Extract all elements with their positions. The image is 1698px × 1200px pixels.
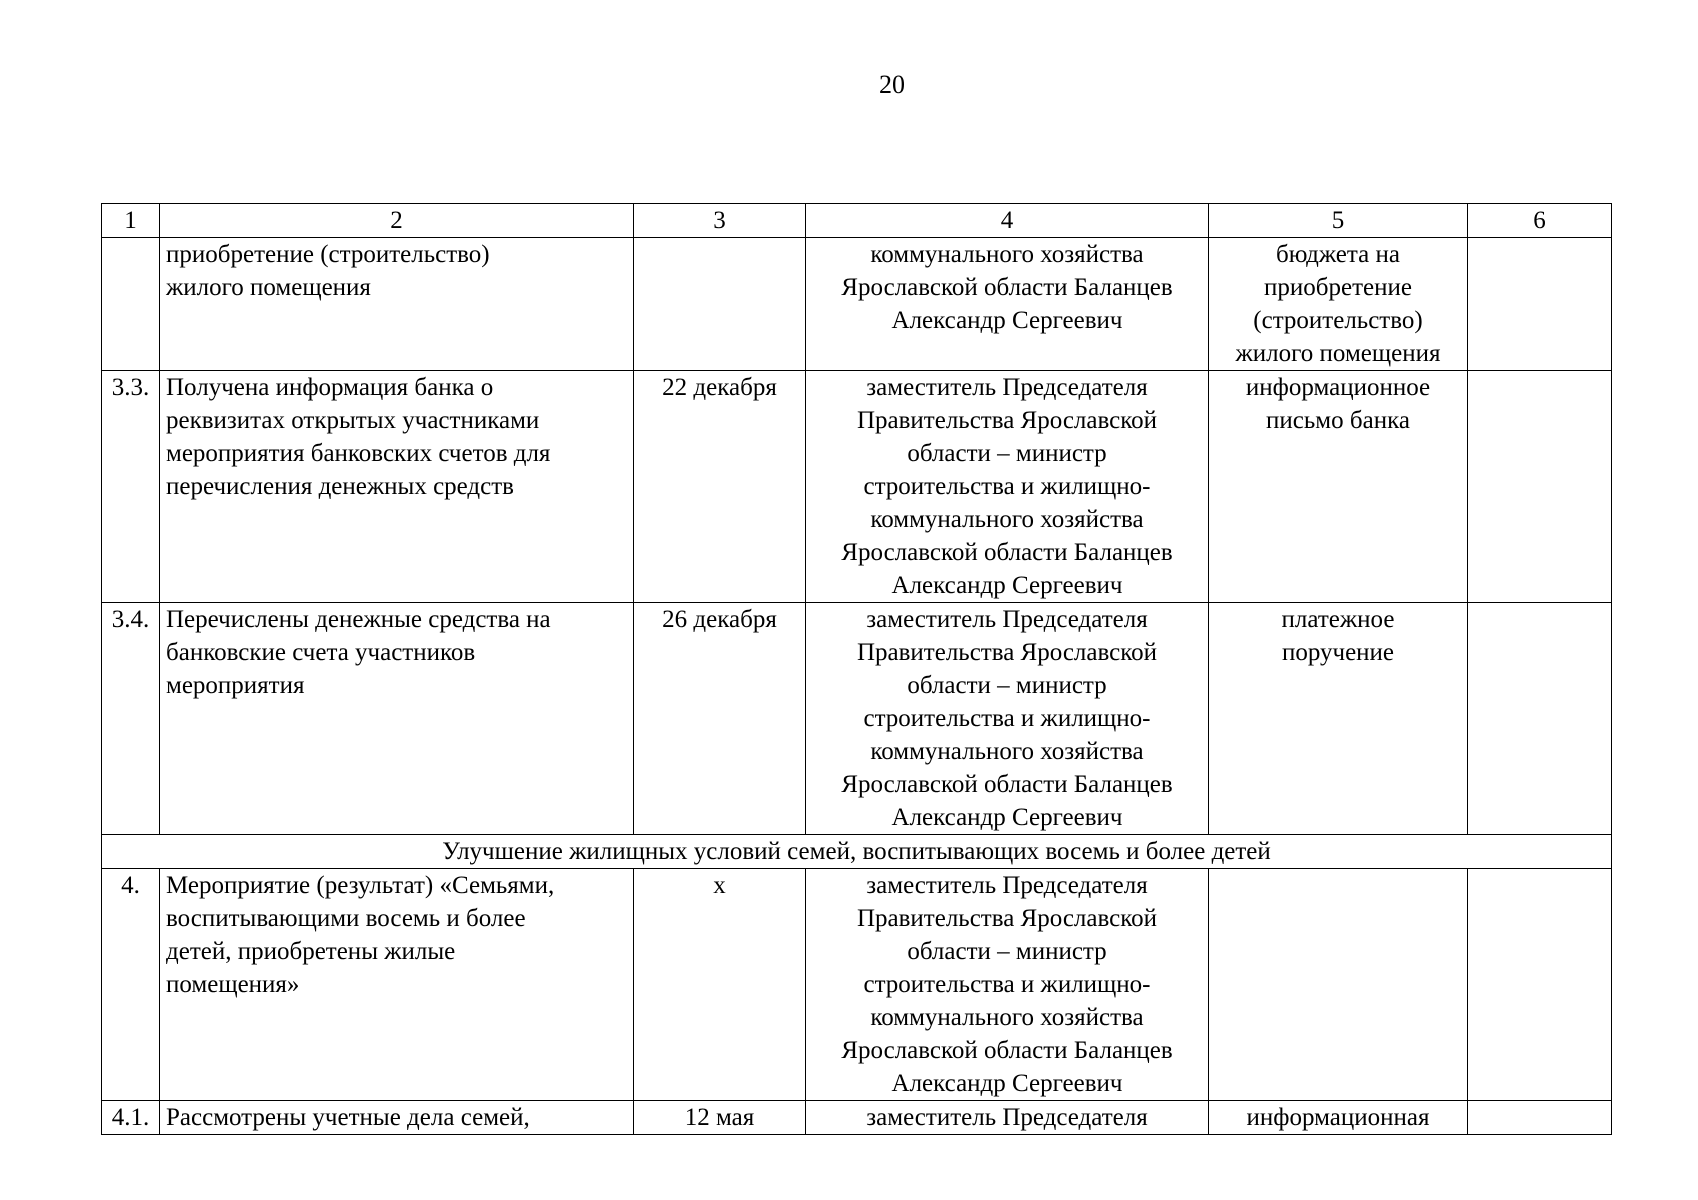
note-cell [1468, 1101, 1612, 1135]
responsible-cell: заместитель Председателя Правительства Ярославской области – министр строительства и жилищно- коммунального хозяйства Ярославской области Баланцев Александр Сергеевич [806, 603, 1209, 835]
section-title: Улучшение жилищных условий семей, воспитывающих восемь и более детей [102, 835, 1612, 869]
row-number-cell [102, 238, 160, 371]
responsible-cell: заместитель Председателя [806, 1101, 1209, 1135]
description-cell: Мероприятие (результат) «Семьями, воспитывающими восемь и более детей, приобретены жилые помещения» [160, 869, 634, 1101]
description-cell: Перечислены денежные средства на банковские счета участников мероприятия [160, 603, 634, 835]
column-number-header-row [102, 204, 1612, 238]
table-row [102, 1101, 1612, 1135]
responsible-cell: заместитель Председателя Правительства Ярославской области – министр строительства и жилищно- коммунального хозяйства Ярославской области Баланцев Александр Сергеевич [806, 371, 1209, 603]
row-number-cell: 3.4. [102, 603, 160, 835]
document-cell: бюджета на приобретение (строительство) жилого помещения [1209, 238, 1468, 371]
row-number-cell: 3.3. [102, 371, 160, 603]
column-header-5: 5 [1209, 204, 1468, 238]
document-cell [1209, 869, 1468, 1101]
deadline-cell: 12 мая [634, 1101, 806, 1135]
deadline-cell [634, 238, 806, 371]
page-number: 20 [879, 70, 905, 99]
description-cell: приобретение (строительство) жилого помещения [160, 238, 634, 371]
table-row [102, 371, 1612, 603]
action-plan-table [101, 203, 1612, 1135]
table-row [102, 603, 1612, 835]
section-title-row [102, 835, 1612, 869]
description-cell: Получена информация банка о реквизитах открытых участниками мероприятия банковских счетов для перечисления денежных средств [160, 371, 634, 603]
document-cell: платежное поручение [1209, 603, 1468, 835]
column-header-2: 2 [160, 204, 634, 238]
column-header-6: 6 [1468, 204, 1612, 238]
note-cell [1468, 603, 1612, 835]
responsible-cell: коммунального хозяйства Ярославской области Баланцев Александр Сергеевич [806, 238, 1209, 371]
responsible-cell: заместитель Председателя Правительства Ярославской области – министр строительства и жилищно- коммунального хозяйства Ярославской области Баланцев Александр Сергеевич [806, 869, 1209, 1101]
row-number-cell: 4. [102, 869, 160, 1101]
deadline-cell: 22 декабря [634, 371, 806, 603]
column-header-1: 1 [102, 204, 160, 238]
note-cell [1468, 238, 1612, 371]
row-number-cell: 4.1. [102, 1101, 160, 1135]
deadline-cell: 26 декабря [634, 603, 806, 835]
table-row [102, 869, 1612, 1101]
table-row [102, 238, 1612, 371]
description-cell: Рассмотрены учетные дела семей, [160, 1101, 634, 1135]
document-cell: информационная [1209, 1101, 1468, 1135]
note-cell [1468, 869, 1612, 1101]
deadline-cell: х [634, 869, 806, 1101]
document-cell: информационное письмо банка [1209, 371, 1468, 603]
column-header-3: 3 [634, 204, 806, 238]
note-cell [1468, 371, 1612, 603]
column-header-4: 4 [806, 204, 1209, 238]
